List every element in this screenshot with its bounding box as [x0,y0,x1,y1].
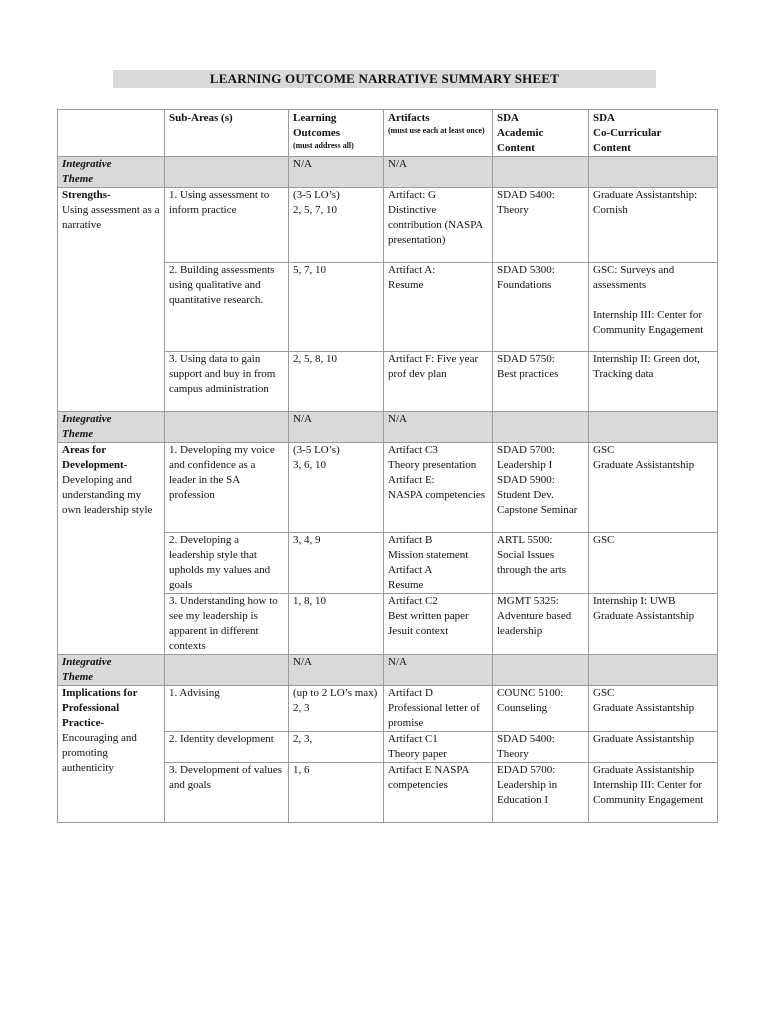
sub-area-cell: 1. Using assessment to inform practice [165,188,289,263]
theme-sub-area-cell [165,412,289,443]
learning-outcomes-cell: (3-5 LO’s) 2, 5, 7, 10 [289,188,384,263]
learning-outcomes-cell: 1, 6 [289,763,384,823]
header-learning-outcomes-label: Learning Outcomes [293,112,341,139]
sub-area-cell: 1. Advising [165,686,289,732]
area-heading: Strengths- [62,189,111,201]
sda-cocurricular-cell: GSC Graduate Assistantship [589,443,718,533]
area-description: Developing and understanding my own leadership style [62,474,153,516]
sub-area-cell: 2. Identity development [165,732,289,763]
artifacts-cell: Artifact C3 Theory presentation Artifact E: NASPA competencies [384,443,493,533]
integrative-theme-label: Integrative Theme [58,655,165,686]
sda-cocurricular-cell: GSC: Surveys and assessments Internship III: Center for Community Engagement [589,263,718,352]
artifacts-cell: Artifact C1 Theory paper [384,732,493,763]
table-row [58,188,718,263]
artifacts-cell: Artifact C2 Best written paper Jesuit context [384,594,493,655]
sub-area-cell: 1. Developing my voice and confidence as a leader in the SA profession [165,443,289,533]
sda-cocurricular-cell: GSC Graduate Assistantship [589,686,718,732]
theme-artifacts-cell: N/A [384,655,493,686]
theme-academic-cell [493,157,589,188]
header-learning-outcomes-note: (must address all) [293,141,354,150]
artifacts-cell: Artifact: G Distinctive contribution (NASPA presentation) [384,188,493,263]
sub-area-cell: 3. Development of values and goals [165,763,289,823]
sda-academic-cell: SDAD 5700: Leadership I SDAD 5900: Student Dev. Capstone Seminar [493,443,589,533]
sda-academic-cell: SDAD 5400: Theory [493,732,589,763]
learning-outcomes-cell: 2, 5, 8, 10 [289,352,384,412]
sda-cocurricular-cell: Graduate Assistantship: Cornish [589,188,718,263]
sda-academic-cell: SDAD 5400: Theory [493,188,589,263]
area-heading: Implications for Professional Practice- [62,687,138,729]
artifacts-cell: Artifact E NASPA competencies [384,763,493,823]
theme-outcomes-cell: N/A [289,157,384,188]
summary-table [57,109,718,823]
area-description: Using assessment as a narrative [62,204,160,231]
sub-area-cell: 3. Understanding how to see my leadership is apparent in different contexts [165,594,289,655]
integrative-theme-label: Integrative Theme [58,412,165,443]
sda-cocurricular-cell: GSC [589,533,718,594]
table-row [58,686,718,732]
sub-area-cell: 3. Using data to gain support and buy in from campus administration [165,352,289,412]
theme-artifacts-cell: N/A [384,412,493,443]
learning-outcomes-cell: 1, 8, 10 [289,594,384,655]
theme-academic-cell [493,655,589,686]
sda-cocurricular-cell: Graduate Assistantship Internship III: Center for Community Engagement [589,763,718,823]
learning-outcomes-cell: (up to 2 LO’s max) 2, 3 [289,686,384,732]
sda-academic-cell: ARTL 5500: Social Issues through the arts [493,533,589,594]
sda-academic-cell: EDAD 5700: Leadership in Education I [493,763,589,823]
sda-academic-cell: COUNC 5100: Counseling [493,686,589,732]
header-area [58,110,165,157]
artifacts-cell: Artifact F: Five year prof dev plan [384,352,493,412]
theme-cocurricular-cell [589,157,718,188]
header-learning-outcomes [289,110,384,157]
learning-outcomes-cell: (3-5 LO’s) 3, 6, 10 [289,443,384,533]
theme-cocurricular-cell [589,655,718,686]
area-cell [58,188,165,412]
integrative-theme-row [58,157,718,188]
area-heading: Areas for Development- [62,444,128,471]
sda-academic-cell: SDAD 5750: Best practices [493,352,589,412]
document-title: LEARNING OUTCOME NARRATIVE SUMMARY SHEET [113,70,656,88]
sda-cocurricular-cell: Internship II: Green dot, Tracking data [589,352,718,412]
theme-sub-area-cell [165,157,289,188]
area-cell [58,686,165,823]
area-description: Encouraging and promoting authenticity [62,732,137,774]
theme-artifacts-cell: N/A [384,157,493,188]
theme-outcomes-cell: N/A [289,655,384,686]
theme-sub-area-cell [165,655,289,686]
integrative-theme-label: Integrative Theme [58,157,165,188]
sub-area-cell: 2. Building assessments using qualitative and quantitative research. [165,263,289,352]
header-sub-areas: Sub-Areas (s) [165,110,289,157]
header-artifacts [384,110,493,157]
summary-table-body [58,110,718,823]
learning-outcomes-cell: 3, 4, 9 [289,533,384,594]
sda-cocurricular-cell: Internship I: UWB Graduate Assistantship [589,594,718,655]
header-sda-cocurricular: SDA Co-Curricular Content [589,110,718,157]
sda-cocurricular-cell: Graduate Assistantship [589,732,718,763]
learning-outcomes-cell: 2, 3, [289,732,384,763]
table-row [58,443,718,533]
artifacts-cell: Artifact A: Resume [384,263,493,352]
header-sda-academic: SDA Academic Content [493,110,589,157]
header-artifacts-note: (must use each at least once) [388,126,485,135]
sda-academic-cell: MGMT 5325: Adventure based leadership [493,594,589,655]
artifacts-cell: Artifact D Professional letter of promise [384,686,493,732]
artifacts-cell: Artifact B Mission statement Artifact A Resume [384,533,493,594]
sda-academic-cell: SDAD 5300: Foundations [493,263,589,352]
integrative-theme-row [58,655,718,686]
header-row [58,110,718,157]
sub-area-cell: 2. Developing a leadership style that upholds my values and goals [165,533,289,594]
theme-academic-cell [493,412,589,443]
theme-outcomes-cell: N/A [289,412,384,443]
learning-outcomes-cell: 5, 7, 10 [289,263,384,352]
header-artifacts-label: Artifacts [388,112,430,124]
area-cell [58,443,165,655]
theme-cocurricular-cell [589,412,718,443]
integrative-theme-row [58,412,718,443]
